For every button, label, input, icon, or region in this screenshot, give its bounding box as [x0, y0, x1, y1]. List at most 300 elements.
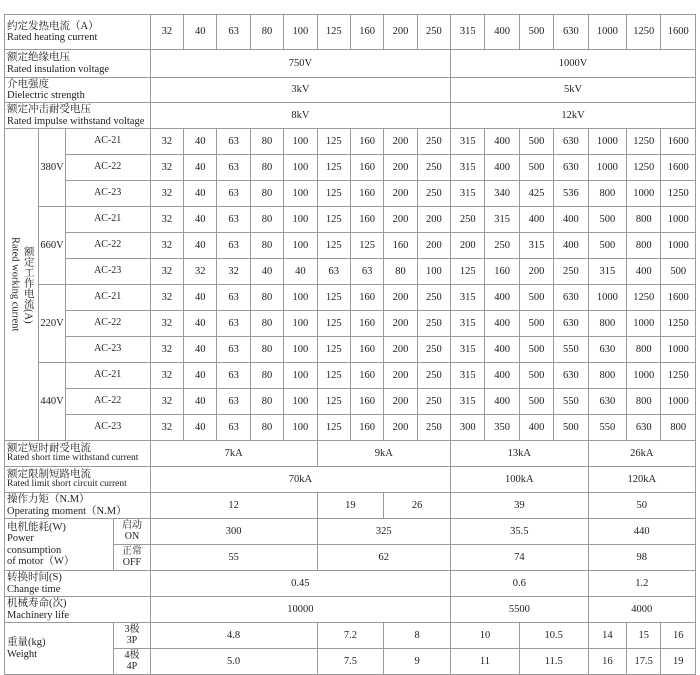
working-value: 160	[350, 285, 383, 311]
working-value: 1250	[627, 285, 661, 311]
working-value: 160	[350, 129, 383, 155]
working-value: 200	[384, 155, 417, 181]
working-value: 100	[284, 389, 317, 415]
working-value: 32	[150, 311, 183, 337]
working-value: 100	[284, 155, 317, 181]
working-value: 160	[350, 181, 383, 207]
category-label: AC-21	[65, 129, 150, 155]
heating-label-cn: 约定发热电流（A）	[7, 20, 99, 32]
working-value: 800	[627, 207, 661, 233]
working-row	[5, 181, 696, 207]
working-value: 315	[451, 285, 485, 311]
working-value: 125	[317, 233, 350, 259]
category-label: AC-23	[65, 337, 150, 363]
working-value: 1000	[661, 389, 696, 415]
working-value: 63	[217, 233, 250, 259]
working-value: 100	[417, 259, 450, 285]
working-value: 125	[350, 233, 383, 259]
working-value: 315	[485, 207, 519, 233]
working-value: 125	[317, 285, 350, 311]
working-value: 800	[588, 181, 626, 207]
category-label: AC-22	[65, 311, 150, 337]
working-value: 80	[250, 337, 283, 363]
change-time-value: 0.6	[451, 571, 589, 597]
weight-3p-label	[114, 623, 150, 649]
working-value: 125	[317, 415, 350, 441]
working-value: 630	[554, 129, 588, 155]
short-circuit-label	[5, 467, 151, 493]
weight-label-en: Weight	[7, 648, 38, 660]
working-value: 32	[150, 285, 183, 311]
voltage-label: 380V	[39, 129, 65, 207]
short-time-label-cn: 额定短时耐受电流	[7, 443, 91, 454]
working-value: 500	[554, 415, 588, 441]
weight-3p-row	[5, 623, 696, 649]
working-value: 32	[150, 259, 183, 285]
working-value: 125	[317, 155, 350, 181]
heating-value: 1000	[588, 15, 626, 50]
working-value: 80	[250, 155, 283, 181]
short-circuit-row	[5, 467, 696, 493]
moment-label-cn: 操作力矩（N.M）	[7, 494, 90, 506]
voltage-label: 220V	[39, 285, 65, 363]
weight-3p-value: 8	[384, 623, 451, 649]
moment-value: 26	[384, 493, 451, 519]
working-value: 1000	[627, 311, 661, 337]
working-value: 32	[150, 233, 183, 259]
working-row	[5, 337, 696, 363]
working-value: 63	[217, 311, 250, 337]
working-value: 630	[588, 337, 626, 363]
working-value: 200	[451, 233, 485, 259]
working-value: 40	[184, 207, 217, 233]
working-value: 500	[519, 311, 553, 337]
change-time-row	[5, 571, 696, 597]
power-start-value: 35.5	[451, 519, 589, 545]
life-label-en: Machinery life	[7, 609, 70, 621]
working-value: 32	[150, 129, 183, 155]
working-value: 1250	[661, 363, 696, 389]
working-value: 32	[150, 389, 183, 415]
power-start-value: 300	[150, 519, 317, 545]
working-value: 80	[250, 363, 283, 389]
working-value: 550	[588, 415, 626, 441]
weight-3p-value: 10	[451, 623, 520, 649]
power-start-label	[114, 519, 150, 545]
working-value: 80	[250, 207, 283, 233]
working-value: 500	[519, 337, 553, 363]
working-value: 32	[150, 363, 183, 389]
working-row	[5, 207, 696, 233]
working-value: 400	[519, 415, 553, 441]
power-normal-value: 55	[150, 545, 317, 571]
working-value: 200	[384, 311, 417, 337]
working-value: 80	[250, 129, 283, 155]
working-value: 40	[284, 259, 317, 285]
category-label: AC-21	[65, 207, 150, 233]
working-value: 40	[184, 155, 217, 181]
dielectric-label-en: Dielectric strength	[7, 90, 85, 101]
working-value: 63	[217, 285, 250, 311]
heating-value: 630	[554, 15, 588, 50]
working-value: 400	[485, 285, 519, 311]
working-value: 630	[554, 285, 588, 311]
working-value: 160	[384, 233, 417, 259]
working-value: 32	[150, 415, 183, 441]
working-value: 400	[519, 207, 553, 233]
insulation-value: 750V	[150, 50, 450, 78]
working-value: 315	[451, 311, 485, 337]
power-normal-label	[114, 545, 150, 571]
working-value: 500	[661, 259, 696, 285]
insulation-value: 1000V	[451, 50, 696, 78]
working-value: 400	[627, 259, 661, 285]
impulse-label	[5, 103, 151, 129]
moment-row	[5, 493, 696, 519]
short-circuit-value: 70kA	[150, 467, 450, 493]
life-label	[5, 597, 151, 623]
working-value: 800	[627, 337, 661, 363]
category-label: AC-21	[65, 285, 150, 311]
working-value: 1600	[661, 285, 696, 311]
working-row	[5, 285, 696, 311]
insulation-label	[5, 50, 151, 78]
working-row	[5, 389, 696, 415]
heating-value: 1600	[661, 15, 696, 50]
working-value: 500	[519, 363, 553, 389]
working-value: 250	[417, 311, 450, 337]
heating-value: 32	[150, 15, 183, 50]
working-value: 1600	[661, 129, 696, 155]
working-row	[5, 233, 696, 259]
heating-row	[5, 15, 696, 50]
short-time-value: 9kA	[317, 441, 451, 467]
working-value: 250	[554, 259, 588, 285]
working-value: 500	[519, 129, 553, 155]
working-value: 200	[384, 129, 417, 155]
working-value: 125	[451, 259, 485, 285]
working-value: 40	[184, 389, 217, 415]
working-value: 200	[519, 259, 553, 285]
working-value: 630	[554, 155, 588, 181]
weight-4p-value: 7.5	[317, 649, 384, 675]
weight-3p-label-en: 3P	[126, 634, 138, 646]
weight-4p-value: 11	[451, 649, 520, 675]
working-value: 400	[485, 155, 519, 181]
short-time-value: 7kA	[150, 441, 317, 467]
weight-3p-value: 7.2	[317, 623, 384, 649]
moment-value: 50	[588, 493, 695, 519]
dielectric-label	[5, 78, 151, 103]
moment-value: 12	[150, 493, 317, 519]
working-value: 425	[519, 181, 553, 207]
working-value: 125	[317, 181, 350, 207]
working-value: 32	[217, 259, 250, 285]
working-value: 250	[417, 363, 450, 389]
weight-3p-value: 16	[661, 623, 696, 649]
working-value: 125	[317, 363, 350, 389]
working-value: 400	[554, 233, 588, 259]
insulation-row	[5, 50, 696, 78]
working-row	[5, 363, 696, 389]
working-value: 315	[451, 181, 485, 207]
working-value: 32	[150, 207, 183, 233]
working-value: 250	[417, 415, 450, 441]
power-label-en: Power	[7, 533, 34, 545]
working-value: 800	[627, 233, 661, 259]
heating-value: 160	[350, 15, 383, 50]
change-time-value: 0.45	[150, 571, 450, 597]
weight-3p-value: 15	[627, 623, 661, 649]
working-value: 630	[554, 363, 588, 389]
power-start-row	[5, 519, 696, 545]
working-value: 63	[217, 155, 250, 181]
working-value: 100	[284, 363, 317, 389]
working-value: 550	[554, 337, 588, 363]
heating-value: 1250	[627, 15, 661, 50]
spec-table	[4, 14, 696, 675]
working-label-cn: 额定工作电流(A)	[22, 245, 34, 324]
working-value: 630	[554, 311, 588, 337]
working-value: 40	[184, 363, 217, 389]
working-value: 32	[184, 259, 217, 285]
working-value: 800	[588, 311, 626, 337]
working-value: 200	[384, 363, 417, 389]
working-value: 200	[417, 233, 450, 259]
working-value: 500	[519, 389, 553, 415]
dielectric-value: 5kV	[451, 78, 696, 103]
impulse-label-en: Rated impulse withstand voltage	[7, 115, 145, 127]
working-value: 250	[417, 389, 450, 415]
working-value: 160	[485, 259, 519, 285]
working-value: 1000	[588, 155, 626, 181]
power-normal-value: 74	[451, 545, 589, 571]
heating-value: 200	[384, 15, 417, 50]
working-value: 250	[417, 285, 450, 311]
heating-value: 250	[417, 15, 450, 50]
weight-4p-label	[114, 649, 150, 675]
working-value: 800	[588, 363, 626, 389]
working-value: 500	[588, 207, 626, 233]
life-value: 10000	[150, 597, 450, 623]
working-value: 160	[350, 415, 383, 441]
working-value: 80	[250, 285, 283, 311]
working-value: 100	[284, 415, 317, 441]
working-value: 500	[519, 155, 553, 181]
working-value: 315	[451, 337, 485, 363]
working-value: 80	[250, 233, 283, 259]
working-value: 315	[588, 259, 626, 285]
voltage-label: 660V	[39, 207, 65, 285]
life-label-cn: 机械寿命(次)	[7, 598, 67, 610]
change-time-label-cn: 转换时间(S)	[7, 572, 62, 584]
working-value: 1250	[661, 181, 696, 207]
working-value: 80	[250, 415, 283, 441]
weight-3p-label-cn: 3极	[124, 624, 140, 635]
working-value: 160	[350, 337, 383, 363]
short-time-label	[5, 441, 151, 467]
working-value: 800	[661, 415, 696, 441]
working-value: 200	[384, 285, 417, 311]
working-value: 125	[317, 129, 350, 155]
working-value: 400	[485, 129, 519, 155]
working-value: 315	[451, 129, 485, 155]
weight-4p-value: 11.5	[519, 649, 588, 675]
working-value: 80	[250, 181, 283, 207]
working-value: 315	[451, 155, 485, 181]
power-normal-label-cn: 正常	[121, 546, 142, 557]
working-value: 800	[627, 389, 661, 415]
working-label	[5, 129, 39, 441]
working-value: 200	[384, 389, 417, 415]
power-normal-value: 62	[317, 545, 451, 571]
impulse-value: 12kV	[451, 103, 696, 129]
heating-value: 315	[451, 15, 485, 50]
weight-label-cn: 重量(kg)	[7, 637, 46, 649]
working-value: 40	[184, 129, 217, 155]
working-value: 63	[350, 259, 383, 285]
working-value: 40	[184, 233, 217, 259]
dielectric-row	[5, 78, 696, 103]
working-value: 315	[451, 389, 485, 415]
weight-3p-value: 14	[588, 623, 626, 649]
working-value: 200	[384, 415, 417, 441]
impulse-value: 8kV	[150, 103, 450, 129]
life-row	[5, 597, 696, 623]
working-value: 1000	[661, 207, 696, 233]
working-label-en: Rated working current	[9, 237, 21, 332]
change-time-label	[5, 571, 151, 597]
moment-value: 19	[317, 493, 384, 519]
category-label: AC-23	[65, 415, 150, 441]
power-label-en: consumption	[7, 544, 62, 556]
short-circuit-label-cn: 额定限制短路电流	[7, 469, 91, 480]
working-value: 250	[417, 337, 450, 363]
working-value: 160	[350, 155, 383, 181]
moment-label-en: Operating moment（N.M）	[7, 505, 127, 517]
working-value: 250	[485, 233, 519, 259]
weight-4p-value: 16	[588, 649, 626, 675]
working-row	[5, 129, 696, 155]
working-value: 100	[284, 337, 317, 363]
working-value: 100	[284, 233, 317, 259]
working-value: 100	[284, 129, 317, 155]
power-start-label-cn: 启动	[121, 520, 142, 531]
working-value: 630	[627, 415, 661, 441]
working-value: 125	[317, 311, 350, 337]
heating-label-en: Rated heating current	[7, 32, 98, 43]
working-value: 250	[417, 155, 450, 181]
dielectric-value: 3kV	[150, 78, 450, 103]
working-row	[5, 415, 696, 441]
voltage-label: 440V	[39, 363, 65, 441]
working-value: 400	[485, 363, 519, 389]
working-value: 40	[184, 311, 217, 337]
working-value: 550	[554, 389, 588, 415]
change-time-value: 1.2	[588, 571, 695, 597]
power-start-value: 440	[588, 519, 695, 545]
power-label	[5, 519, 114, 571]
heating-value: 500	[519, 15, 553, 50]
working-value: 63	[217, 415, 250, 441]
moment-label	[5, 493, 151, 519]
working-value: 500	[588, 233, 626, 259]
weight-4p-label-en: 4P	[126, 660, 138, 672]
working-value: 32	[150, 181, 183, 207]
category-label: AC-21	[65, 363, 150, 389]
working-value: 1000	[588, 285, 626, 311]
working-value: 250	[417, 181, 450, 207]
weight-4p-value: 5.0	[150, 649, 317, 675]
working-value: 40	[250, 259, 283, 285]
power-start-value: 325	[317, 519, 451, 545]
working-value: 1000	[627, 181, 661, 207]
working-value: 400	[485, 389, 519, 415]
working-row	[5, 311, 696, 337]
short-time-value: 13kA	[451, 441, 589, 467]
working-value: 536	[554, 181, 588, 207]
heating-value: 63	[217, 15, 250, 50]
working-value: 100	[284, 311, 317, 337]
working-value: 63	[217, 337, 250, 363]
working-value: 40	[184, 415, 217, 441]
working-value: 80	[250, 389, 283, 415]
impulse-row	[5, 103, 696, 129]
working-value: 200	[384, 207, 417, 233]
category-label: AC-23	[65, 259, 150, 285]
short-time-label-en: Rated short time withstand current	[7, 453, 139, 464]
working-value: 63	[217, 181, 250, 207]
working-value: 350	[485, 415, 519, 441]
heating-label	[5, 15, 151, 50]
working-value: 100	[284, 285, 317, 311]
heating-value: 400	[485, 15, 519, 50]
weight-4p-value: 17.5	[627, 649, 661, 675]
working-value: 160	[350, 389, 383, 415]
working-row	[5, 155, 696, 181]
working-value: 1250	[627, 129, 661, 155]
working-value: 500	[519, 285, 553, 311]
impulse-label-cn: 额定冲击耐受电压	[7, 104, 91, 116]
working-value: 125	[317, 337, 350, 363]
insulation-label-cn: 额定绝缘电压	[7, 52, 70, 64]
power-start-label-en: ON	[124, 530, 140, 542]
working-value: 315	[451, 363, 485, 389]
working-value: 40	[184, 181, 217, 207]
life-value: 4000	[588, 597, 695, 623]
working-value: 32	[150, 337, 183, 363]
working-value: 125	[317, 389, 350, 415]
short-circuit-label-en: Rated limit short circuit current	[7, 479, 127, 490]
category-label: AC-23	[65, 181, 150, 207]
moment-value: 39	[451, 493, 589, 519]
heating-value: 80	[250, 15, 283, 50]
working-value: 1600	[661, 155, 696, 181]
working-value: 1000	[588, 129, 626, 155]
working-value: 200	[384, 337, 417, 363]
working-value: 63	[217, 207, 250, 233]
power-normal-value: 98	[588, 545, 695, 571]
working-value: 40	[184, 285, 217, 311]
working-value: 63	[217, 129, 250, 155]
life-value: 5500	[451, 597, 589, 623]
weight-3p-value: 10.5	[519, 623, 588, 649]
weight-3p-value: 4.8	[150, 623, 317, 649]
weight-4p-label-cn: 4极	[124, 650, 140, 661]
dielectric-label-cn: 介电强度	[7, 78, 49, 90]
working-value: 80	[384, 259, 417, 285]
working-value: 1000	[627, 363, 661, 389]
